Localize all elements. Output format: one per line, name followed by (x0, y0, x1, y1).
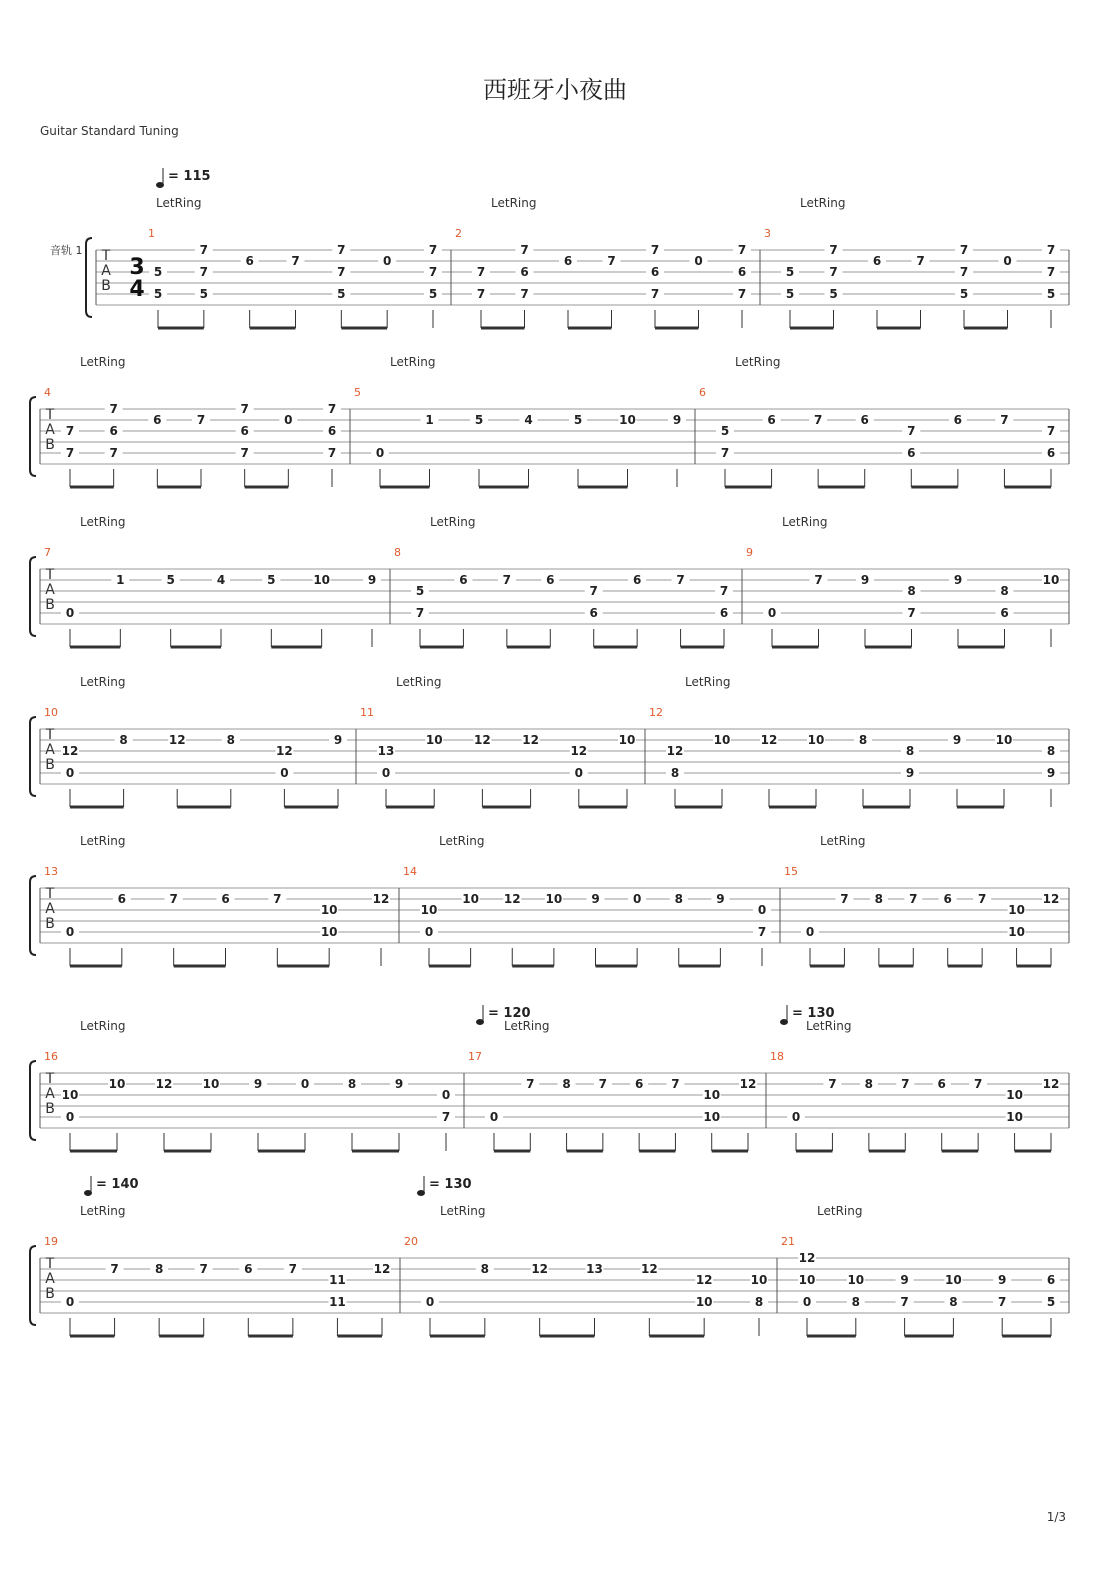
measure-number: 18 (770, 1050, 784, 1063)
fret-number: 5 (1046, 1295, 1056, 1309)
tab-clef-letter: A (45, 582, 55, 598)
fret-number: 5 (153, 265, 163, 279)
fret-number: 0 (65, 925, 75, 939)
fret-number: 12 (531, 1262, 549, 1276)
fret-number: 5 (415, 584, 425, 598)
fret-number: 7 (813, 413, 823, 427)
tab-clef-letter: B (45, 916, 55, 932)
fret-number: 7 (909, 892, 918, 906)
fret-number: 9 (952, 733, 962, 747)
fret-number: 6 (767, 413, 776, 427)
fret-number: 10 (798, 1273, 816, 1287)
let-ring-label: LetRing (685, 675, 731, 689)
fret-number: 7 (337, 243, 346, 257)
fret-number: 12 (155, 1077, 173, 1091)
measure-number: 9 (746, 546, 753, 559)
score-title: 西班牙小夜曲 (483, 76, 627, 104)
fret-number: 7 (428, 243, 438, 257)
tab-clef-letter: T (45, 1256, 55, 1272)
fret-number: 0 (280, 766, 289, 780)
fret-number: 8 (949, 1295, 958, 1309)
fret-number: 8 (674, 892, 683, 906)
fret-number: 10 (420, 903, 438, 917)
fret-number: 10 (1006, 1110, 1023, 1124)
fret-number: 0 (1003, 254, 1012, 268)
system-bracket (30, 876, 36, 955)
fret-number: 7 (829, 265, 838, 279)
fret-number: 0 (805, 925, 815, 939)
fret-number: 6 (327, 424, 337, 438)
measure-number: 3 (764, 227, 771, 240)
fret-number: 6 (650, 265, 660, 279)
fret-number: 6 (459, 573, 468, 587)
tab-clef-letter: A (101, 263, 111, 279)
fret-number: 9 (672, 413, 682, 427)
fret-number: 7 (840, 892, 849, 906)
fret-number: 10 (320, 903, 338, 917)
measure-number: 1 (148, 227, 155, 240)
fret-number: 7 (199, 243, 209, 257)
fret-number: 5 (785, 287, 795, 301)
fret-number: 12 (373, 1262, 391, 1276)
fret-number: 10 (618, 733, 636, 747)
fret-number: 0 (424, 925, 434, 939)
fret-number: 8 (562, 1077, 571, 1091)
measure-number: 7 (44, 546, 51, 559)
measure-number: 4 (44, 386, 51, 399)
measure-number: 17 (468, 1050, 482, 1063)
fret-number: 6 (245, 254, 254, 268)
let-ring-label: LetRing (735, 355, 781, 369)
fret-number: 6 (937, 1077, 946, 1091)
fret-number: 4 (216, 573, 226, 587)
fret-number: 9 (1046, 766, 1056, 780)
tab-clef-letter: B (45, 1286, 55, 1302)
fret-number: 13 (377, 744, 395, 758)
fret-number: 7 (959, 243, 969, 257)
fret-number: 5 (166, 573, 175, 587)
fret-number: 7 (240, 446, 249, 460)
fret-number: 7 (757, 925, 767, 939)
fret-number: 8 (864, 1077, 874, 1091)
fret-number: 7 (273, 892, 282, 906)
fret-number: 12 (640, 1262, 658, 1276)
fret-number: 6 (907, 446, 916, 460)
fret-number: 7 (327, 446, 337, 460)
tab-clef-letter: B (45, 757, 55, 773)
fret-number: 7 (671, 1077, 680, 1091)
fret-number: 10 (1008, 925, 1025, 939)
let-ring-label: LetRing (390, 355, 436, 369)
fret-number: 7 (829, 243, 838, 257)
fret-number: 7 (520, 243, 529, 257)
fret-number: 0 (489, 1110, 499, 1124)
tab-clef-letter: T (45, 567, 55, 583)
fret-number: 12 (61, 744, 79, 758)
fret-number: 0 (791, 1110, 801, 1124)
fret-number: 7 (1000, 413, 1009, 427)
fret-number: 12 (276, 744, 293, 758)
track-label: 音轨 1 (50, 244, 83, 257)
let-ring-label: LetRing (430, 515, 476, 529)
fret-number: 7 (650, 287, 660, 301)
fret-number: 9 (953, 573, 963, 587)
fret-number: 7 (907, 606, 916, 620)
fret-number: 0 (757, 903, 767, 917)
fret-number: 10 (1006, 1088, 1023, 1102)
fret-number: 6 (244, 1262, 253, 1276)
fret-number: 7 (65, 424, 75, 438)
fret-number: 7 (110, 1262, 119, 1276)
let-ring-label: LetRing (817, 1204, 863, 1218)
fret-number: 5 (959, 287, 969, 301)
tab-clef-letter: T (45, 886, 55, 902)
fret-number: 7 (109, 402, 118, 416)
fret-number: 4 (524, 413, 533, 427)
fret-number: 8 (347, 1077, 357, 1091)
measure-number: 8 (394, 546, 401, 559)
fret-number: 6 (589, 606, 598, 620)
fret-number: 6 (109, 424, 118, 438)
measure-number: 21 (781, 1235, 795, 1248)
fret-number: 6 (953, 413, 963, 427)
fret-number: 10 (695, 1295, 713, 1309)
system-bracket (30, 717, 36, 796)
measure-number: 14 (403, 865, 417, 878)
fret-number: 6 (719, 606, 729, 620)
fret-number: 6 (240, 424, 249, 438)
fret-number: 6 (860, 413, 869, 427)
fret-number: 12 (570, 744, 588, 758)
fret-number: 9 (860, 573, 870, 587)
fret-number: 0 (300, 1077, 310, 1091)
fret-number: 7 (737, 287, 747, 301)
fret-number: 7 (916, 254, 925, 268)
fret-number: 5 (153, 287, 163, 301)
fret-number: 12 (666, 744, 684, 758)
tab-clef-letter: T (45, 1071, 55, 1087)
fret-number: 7 (959, 265, 969, 279)
measure-number: 2 (455, 227, 462, 240)
fret-number: 7 (526, 1077, 535, 1091)
fret-number: 10 (945, 1273, 962, 1287)
fret-number: 0 (425, 1295, 435, 1309)
measure-number: 16 (44, 1050, 58, 1063)
tuning-label: Guitar Standard Tuning (40, 124, 179, 138)
fret-number: 12 (1042, 892, 1060, 906)
fret-number: 12 (474, 733, 491, 747)
fret-number: 7 (900, 1295, 909, 1309)
fret-number: 0 (375, 446, 385, 460)
tab-clef-letter: B (45, 597, 55, 613)
let-ring-label: LetRing (80, 675, 126, 689)
fret-number: 10 (807, 733, 825, 747)
fret-number: 7 (327, 402, 337, 416)
fret-number: 10 (847, 1273, 865, 1287)
tempo-mark: = 130 (792, 1006, 835, 1021)
let-ring-label: LetRing (156, 196, 202, 210)
fret-number: 6 (943, 892, 952, 906)
fret-number: 7 (1046, 265, 1056, 279)
tab-clef-letter: T (101, 248, 111, 264)
fret-number: 7 (814, 573, 823, 587)
fret-number: 10 (995, 733, 1013, 747)
fret-number: 7 (199, 1262, 208, 1276)
fret-number: 10 (108, 1077, 126, 1091)
measure-number: 20 (404, 1235, 418, 1248)
let-ring-label: LetRing (504, 1019, 550, 1033)
fret-number: 5 (428, 287, 438, 301)
fret-number: 5 (199, 287, 209, 301)
fret-number: 5 (829, 287, 838, 301)
fret-number: 9 (998, 1273, 1007, 1287)
let-ring-label: LetRing (80, 1019, 126, 1033)
fret-number: 8 (1000, 584, 1009, 598)
time-signature-numerator: 3 (129, 255, 145, 280)
fret-number: 6 (1000, 606, 1009, 620)
fret-number: 6 (221, 892, 230, 906)
fret-number: 7 (428, 265, 438, 279)
fret-number: 0 (441, 1088, 451, 1102)
time-signature-denominator: 4 (129, 277, 145, 302)
fret-number: 10 (619, 413, 636, 427)
fret-number: 7 (998, 1295, 1007, 1309)
fret-number: 10 (703, 1088, 721, 1102)
fret-number: 8 (670, 766, 680, 780)
measure-number: 15 (784, 865, 798, 878)
fret-number: 10 (545, 892, 563, 906)
fret-number: 5 (573, 413, 583, 427)
system-bracket (30, 557, 36, 636)
fret-number: 7 (907, 424, 916, 438)
fret-number: 7 (977, 892, 987, 906)
tempo-mark: = 120 (488, 1006, 531, 1021)
fret-number: 0 (767, 606, 777, 620)
fret-number: 0 (65, 766, 75, 780)
fret-number: 7 (288, 1262, 298, 1276)
let-ring-label: LetRing (782, 515, 828, 529)
fret-number: 6 (872, 254, 882, 268)
fret-number: 11 (329, 1273, 346, 1287)
fret-number: 10 (703, 1110, 721, 1124)
fret-number: 5 (337, 287, 346, 301)
fret-number: 7 (169, 892, 178, 906)
tab-clef-letter: B (45, 1101, 55, 1117)
fret-number: 0 (802, 1295, 812, 1309)
measure-number: 19 (44, 1235, 58, 1248)
measure-number: 13 (44, 865, 58, 878)
fret-number: 9 (591, 892, 600, 906)
measure-number: 12 (649, 706, 663, 719)
fret-number: 9 (716, 892, 725, 906)
let-ring-label: LetRing (80, 834, 126, 848)
fret-number: 7 (291, 254, 300, 268)
system-bracket (30, 1061, 36, 1140)
let-ring-label: LetRing (80, 515, 126, 529)
fret-number: 10 (425, 733, 443, 747)
let-ring-label: LetRing (80, 1204, 126, 1218)
fret-number: 12 (760, 733, 778, 747)
tab-clef-letter: T (45, 727, 55, 743)
fret-number: 5 (267, 573, 276, 587)
fret-number: 7 (502, 573, 512, 587)
fret-number: 8 (858, 733, 868, 747)
fret-number: 6 (546, 573, 555, 587)
fret-number: 10 (320, 925, 338, 939)
fret-number: 8 (1046, 744, 1056, 758)
tab-clef-letter: B (101, 278, 111, 294)
fret-number: 12 (372, 892, 390, 906)
fret-number: 12 (168, 733, 186, 747)
fret-number: 10 (1008, 903, 1025, 917)
fret-number: 7 (720, 446, 730, 460)
fret-number: 9 (367, 573, 377, 587)
let-ring-label: LetRing (800, 196, 846, 210)
fret-number: 11 (329, 1295, 346, 1309)
fret-number: 7 (598, 1077, 608, 1091)
fret-number: 6 (563, 254, 573, 268)
fret-number: 7 (901, 1077, 910, 1091)
fret-number: 8 (874, 892, 884, 906)
fret-number: 7 (65, 446, 75, 460)
fret-number: 7 (737, 243, 747, 257)
page-number: 1/3 (1046, 1510, 1066, 1524)
fret-number: 7 (337, 265, 346, 279)
fret-number: 7 (973, 1077, 983, 1091)
measure-number: 5 (354, 386, 361, 399)
tempo-mark: = 115 (168, 169, 211, 184)
fret-number: 7 (520, 287, 529, 301)
fret-number: 1 (116, 573, 125, 587)
fret-number: 10 (202, 1077, 220, 1091)
fret-number: 5 (785, 265, 795, 279)
system-bracket (86, 238, 92, 317)
fret-number: 12 (695, 1273, 713, 1287)
fret-number: 8 (154, 1262, 164, 1276)
fret-number: 0 (632, 892, 642, 906)
fret-number: 10 (313, 573, 331, 587)
tab-clef-letter: A (45, 1271, 55, 1287)
fret-number: 7 (1046, 243, 1056, 257)
fret-number: 5 (720, 424, 730, 438)
fret-number: 7 (650, 243, 660, 257)
fret-number: 0 (65, 1110, 75, 1124)
tab-clef-letter: A (45, 901, 55, 917)
fret-number: 0 (574, 766, 583, 780)
fret-number: 12 (739, 1077, 757, 1091)
tab-clef-letter: A (45, 1086, 55, 1102)
fret-number: 7 (196, 413, 206, 427)
fret-number: 10 (750, 1273, 768, 1287)
measure-number: 11 (360, 706, 374, 719)
system-bracket (30, 397, 36, 476)
fret-number: 0 (694, 254, 703, 268)
fret-number: 7 (1046, 424, 1056, 438)
tab-clef-letter: B (45, 437, 55, 453)
fret-number: 7 (719, 584, 729, 598)
fret-number: 9 (253, 1077, 263, 1091)
fret-number: 7 (109, 446, 118, 460)
fret-number: 8 (480, 1262, 490, 1276)
let-ring-label: LetRing (806, 1019, 852, 1033)
fret-number: 12 (522, 733, 539, 747)
fret-number: 8 (907, 584, 916, 598)
fret-number: 5 (474, 413, 484, 427)
fret-number: 10 (462, 892, 479, 906)
fret-number: 6 (117, 892, 127, 906)
fret-number: 7 (476, 287, 486, 301)
let-ring-label: LetRing (440, 1204, 486, 1218)
fret-number: 12 (503, 892, 521, 906)
tempo-mark: = 130 (429, 1177, 472, 1192)
let-ring-label: LetRing (439, 834, 485, 848)
fret-number: 12 (798, 1251, 816, 1265)
fret-number: 7 (476, 265, 486, 279)
let-ring-label: LetRing (396, 675, 442, 689)
tab-clef-letter: A (45, 422, 55, 438)
fret-number: 13 (586, 1262, 603, 1276)
fret-number: 0 (381, 766, 391, 780)
fret-number: 9 (900, 1273, 909, 1287)
fret-number: 8 (226, 733, 235, 747)
fret-number: 6 (153, 413, 162, 427)
fret-number: 1 (425, 413, 434, 427)
fret-number: 7 (441, 1110, 451, 1124)
fret-number: 6 (1046, 1273, 1056, 1287)
fret-number: 7 (676, 573, 685, 587)
let-ring-label: LetRing (491, 196, 537, 210)
fret-number: 7 (199, 265, 209, 279)
fret-number: 8 (905, 744, 915, 758)
fret-number: 7 (828, 1077, 837, 1091)
fret-number: 9 (333, 733, 343, 747)
system-bracket (30, 1246, 36, 1325)
fret-number: 8 (754, 1295, 764, 1309)
fret-number: 7 (415, 606, 425, 620)
fret-number: 6 (632, 573, 642, 587)
fret-number: 5 (1046, 287, 1056, 301)
fret-number: 0 (65, 606, 75, 620)
fret-number: 10 (713, 733, 731, 747)
fret-number: 6 (520, 265, 529, 279)
fret-number: 12 (1042, 1077, 1060, 1091)
fret-number: 9 (905, 766, 915, 780)
measure-number: 10 (44, 706, 58, 719)
fret-number: 6 (634, 1077, 644, 1091)
fret-number: 0 (382, 254, 392, 268)
fret-number: 7 (240, 402, 249, 416)
tempo-mark: = 140 (96, 1177, 139, 1192)
let-ring-label: LetRing (820, 834, 866, 848)
fret-number: 0 (284, 413, 293, 427)
fret-number: 0 (65, 1295, 75, 1309)
fret-number: 10 (1042, 573, 1060, 587)
fret-number: 7 (589, 584, 598, 598)
fret-number: 10 (61, 1088, 79, 1102)
fret-number: 9 (394, 1077, 404, 1091)
let-ring-label: LetRing (80, 355, 126, 369)
fret-number: 8 (119, 733, 128, 747)
tab-clef-letter: T (45, 407, 55, 423)
fret-number: 8 (851, 1295, 860, 1309)
tab-clef-letter: A (45, 742, 55, 758)
fret-number: 6 (737, 265, 747, 279)
fret-number: 6 (1046, 446, 1056, 460)
measure-number: 6 (699, 386, 706, 399)
fret-number: 7 (607, 254, 616, 268)
